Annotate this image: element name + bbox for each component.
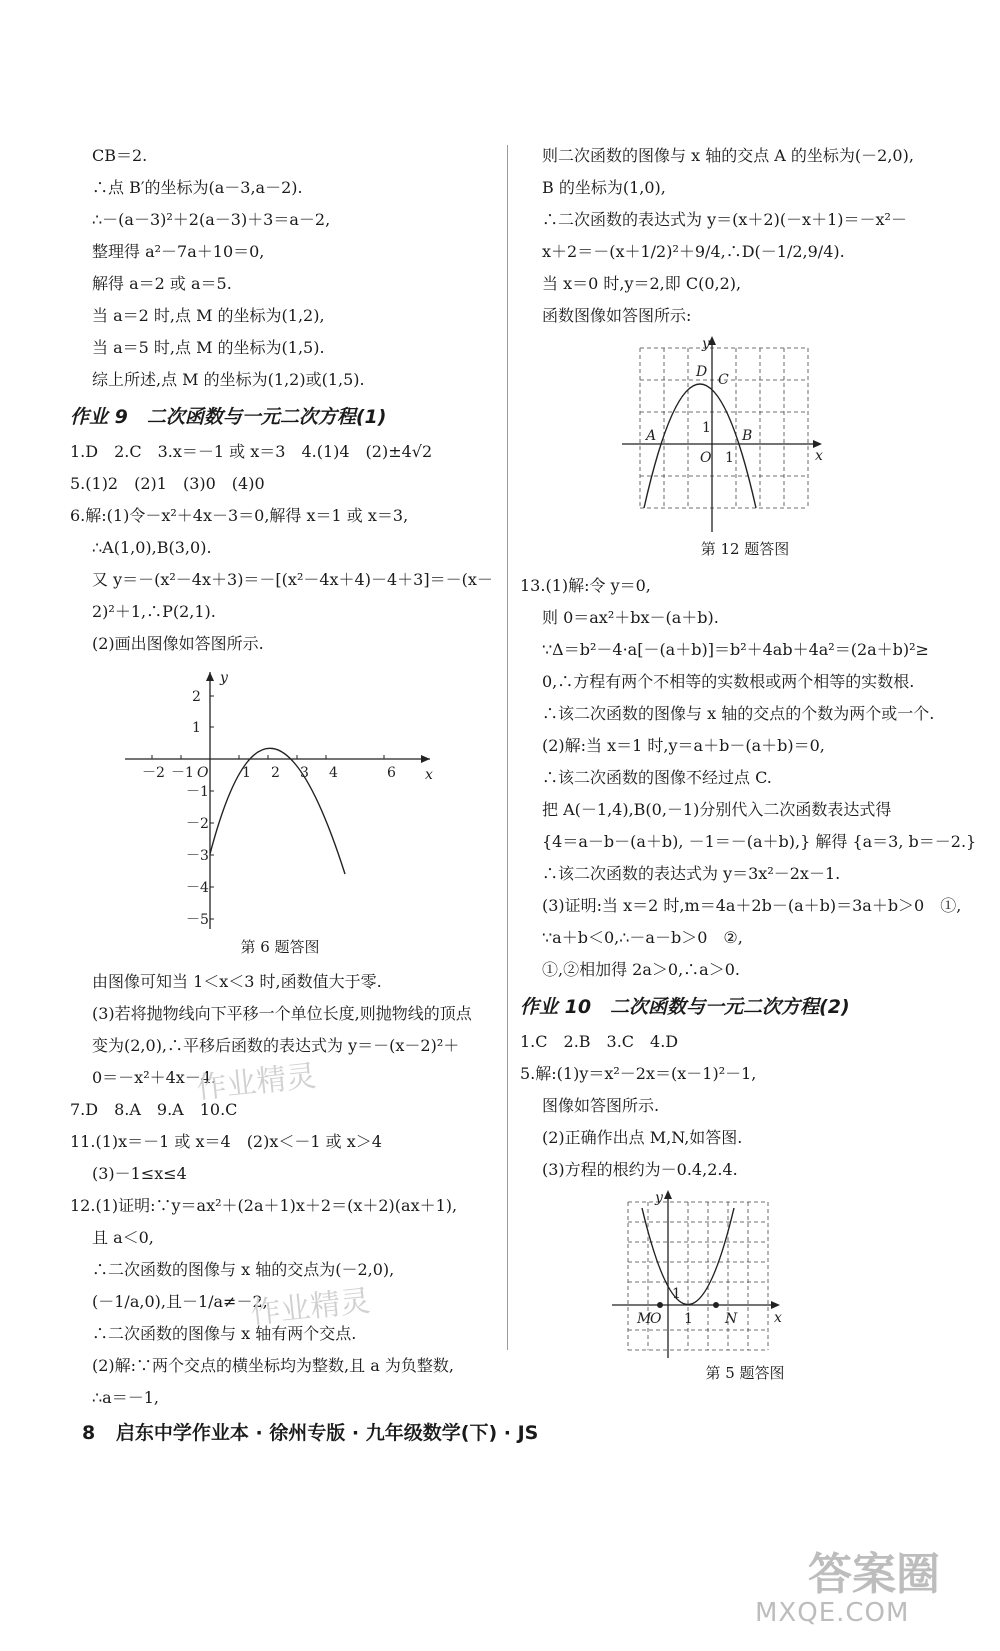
- y-tick: －1: [186, 784, 209, 800]
- x-tick: 2: [271, 765, 280, 781]
- x-tick: －1: [171, 765, 194, 781]
- text-line: 则 0＝ax²＋bx－(a＋b).: [542, 608, 719, 627]
- text-line: ①,②相加得 2a＞0,∴a＞0.: [542, 960, 740, 979]
- x-axis-arrow: [421, 755, 430, 763]
- y-axis-arrow: [664, 1190, 672, 1199]
- watermark-url: MXQE.COM: [755, 1598, 910, 1628]
- text-line: 11.(1)x＝－1 或 x＝4 (2)x＜－1 或 x＞4: [70, 1132, 382, 1151]
- text-line: (3)证明:当 x＝2 时,m＝4a＋2b－(a＋b)＝3a＋b＞0 ①,: [542, 896, 962, 915]
- text-line: 图像如答图所示.: [542, 1096, 660, 1115]
- text-line: B 的坐标为(1,0),: [542, 178, 666, 197]
- text-line: 0＝－x²＋4x－4.: [92, 1068, 217, 1087]
- column-divider: [507, 145, 508, 1350]
- text-line: 1.C 2.B 3.C 4.D: [520, 1032, 679, 1051]
- left-bottom-block: [70, 966, 490, 1414]
- right-mid-block: [520, 570, 977, 986]
- point-label: D: [696, 364, 708, 380]
- text-line: 6.解:(1)令－x²＋4x－3＝0,解得 x＝1 或 x＝3,: [70, 506, 409, 525]
- text-line: ∴－(a－3)²＋2(a－3)＋3＝a－2,: [92, 210, 331, 229]
- text-line: (3)若将抛物线向下平移一个单位长度,则抛物线的顶点: [92, 1004, 472, 1023]
- grid: [628, 1202, 768, 1350]
- text-line: (2)解:∵两个交点的横坐标均为整数,且 a 为负整数,: [92, 1356, 454, 1375]
- text-line: 13.(1)解:令 y＝0,: [520, 576, 651, 595]
- x-axis-arrow: [771, 1301, 780, 1309]
- text-line: ∴点 B′的坐标为(a－3,a－2).: [92, 178, 303, 197]
- text-line: 当 a＝5 时,点 M 的坐标为(1,5).: [92, 338, 325, 357]
- point-label: C: [718, 372, 729, 388]
- y-tick: －5: [186, 912, 209, 928]
- point-label-n: N: [725, 1311, 738, 1327]
- y-tick: －3: [186, 848, 209, 864]
- unit-label: 1: [725, 450, 734, 466]
- parabola-curve: [642, 1208, 734, 1305]
- unit-label: 1: [684, 1311, 693, 1327]
- parabola-curve: [644, 384, 756, 508]
- text-line: 则二次函数的图像与 x 轴的交点 A 的坐标为(－2,0),: [542, 146, 914, 165]
- point-n-marker: [713, 1302, 719, 1308]
- y-tick: 1: [192, 720, 201, 736]
- x-tick: 6: [387, 765, 396, 781]
- text-line: 当 x＝0 时,y＝2,即 C(0,2),: [542, 274, 742, 293]
- point-label: A: [646, 428, 657, 444]
- text-line: ∴该二次函数的表达式为 y＝3x²－2x－1.: [542, 864, 841, 883]
- left-mid-block: [70, 436, 493, 660]
- section-title-10: 作业 10 二次函数与一元二次方程(2): [520, 996, 850, 1018]
- text-line: 2)²＋1,∴P(2,1).: [92, 602, 216, 621]
- right-top-block: [520, 140, 970, 332]
- x-axis-arrow: [813, 440, 822, 448]
- text-line: ∴a＝－1,: [92, 1388, 159, 1407]
- page-footer: [82, 1418, 538, 1445]
- text-line: (3)－1≤x≤4: [92, 1164, 187, 1183]
- text-line: 7.D 8.A 9.A 10.C: [70, 1100, 238, 1119]
- x-axis-label: x: [815, 448, 823, 464]
- origin-label: O: [650, 1311, 662, 1327]
- text-line: 又 y＝－(x²－4x＋3)＝－[(x²－4x＋4)－4＋3]＝－(x－: [92, 570, 493, 589]
- text-line: ∵a＋b＜0,∴－a－b＞0 ②,: [542, 928, 743, 947]
- text-line: 且 a＜0,: [92, 1228, 154, 1247]
- text-line: 变为(2,0),∴平移后函数的表达式为 y＝－(x－2)²＋: [92, 1036, 460, 1055]
- watermark-logo: 答案圈: [808, 1549, 940, 1600]
- text-line: (2)解:当 x＝1 时,y＝a＋b－(a＋b)＝0,: [542, 736, 825, 755]
- text-line: (3)方程的根约为－0.4,2.4.: [542, 1160, 738, 1179]
- text-line: 0,∴方程有两个不相等的实数根或两个相等的实数根.: [542, 672, 915, 691]
- text-line: 当 a＝2 时,点 M 的坐标为(1,2),: [92, 306, 325, 325]
- left-top-block: [70, 140, 490, 396]
- text-line: 12.(1)证明:∵y＝ax²＋(2a＋1)x＋2＝(x＋2)(ax＋1),: [70, 1196, 458, 1215]
- watermark: 作业精灵: [194, 1058, 318, 1107]
- text-line: 解得 a＝2 或 a＝5.: [92, 274, 232, 293]
- text-line: 5.(1)2 (2)1 (3)0 (4)0: [70, 474, 265, 493]
- y-tick: －2: [186, 816, 209, 832]
- unit-label: 1: [672, 1286, 681, 1302]
- text-line: 整理得 a²－7a＋10＝0,: [92, 242, 265, 261]
- text-line: CB＝2.: [92, 146, 148, 165]
- text-line: ∴该二次函数的图像与 x 轴的交点的个数为两个或一个.: [542, 704, 935, 723]
- origin-label: O: [700, 450, 712, 466]
- text-line: ∴该二次函数的图像不经过点 C.: [542, 768, 772, 787]
- unit-label: 1: [702, 420, 711, 436]
- text-line: 综上所述,点 M 的坐标为(1,2)或(1,5).: [92, 370, 365, 389]
- text-line: (－1/a,0),且－1/a≠－2,: [92, 1292, 268, 1311]
- right-column: [520, 140, 977, 1386]
- point-label-m: M: [637, 1311, 652, 1327]
- page-number: 8: [82, 1422, 96, 1444]
- text-line: 1.D 2.C 3.x＝－1 或 x＝3 4.(1)4 (2)±4√2: [70, 442, 433, 461]
- text-line: ∴二次函数的表达式为 y＝(x＋2)(－x＋1)＝－x²－: [542, 210, 907, 229]
- x-tick: 4: [329, 765, 338, 781]
- x-tick: 1: [242, 765, 251, 781]
- figure-12-caption: 第 12 题答图: [700, 540, 790, 558]
- origin-label: O: [197, 765, 209, 781]
- point-label: B: [742, 428, 753, 444]
- watermark: 作业精灵: [248, 1283, 372, 1332]
- x-tick: －2: [142, 765, 165, 781]
- y-axis-arrow: [206, 672, 214, 681]
- text-line: 由图像可知当 1＜x＜3 时,函数值大于零.: [92, 972, 382, 991]
- text-line: 5.解:(1)y＝x²－2x＝(x－1)²－1,: [520, 1064, 757, 1083]
- text-line: x＋2＝－(x＋1/2)²＋9/4,∴D(－1/2,9/4).: [542, 242, 845, 261]
- text-line: (2)正确作出点 M,N,如答图.: [542, 1128, 743, 1147]
- text-line: ∴二次函数的图像与 x 轴的交点为(－2,0),: [92, 1260, 395, 1279]
- y-axis-label: y: [220, 670, 228, 686]
- right-bottom-block: [520, 1026, 970, 1186]
- figure-12-graph: [520, 336, 970, 536]
- y-tick: 2: [192, 689, 201, 705]
- text-line: ∴二次函数的图像与 x 轴有两个交点.: [92, 1324, 357, 1343]
- figure-6-caption: 第 6 题答图: [240, 938, 320, 956]
- section-title-9: 作业 9 二次函数与一元二次方程(1): [70, 406, 387, 428]
- y-axis-label: y: [702, 336, 710, 352]
- x-tick: 3: [300, 765, 309, 781]
- book-title: 启东中学作业本 · 徐州专版 · 九年级数学(下) · JS: [115, 1422, 539, 1444]
- text-line: 函数图像如答图所示:: [542, 306, 692, 325]
- text-line: ∴A(1,0),B(3,0).: [92, 538, 212, 557]
- y-axis-label: y: [655, 1190, 663, 1206]
- figure-5-graph: [520, 1190, 970, 1360]
- x-axis-label: x: [774, 1310, 782, 1326]
- y-tick: －4: [186, 880, 209, 896]
- text-line: (2)画出图像如答图所示.: [92, 634, 264, 653]
- figure-6-graph: [70, 664, 490, 934]
- left-column: [70, 140, 493, 1414]
- x-axis-label: x: [425, 767, 433, 783]
- text-line: 把 A(－1,4),B(0,－1)分别代入二次函数表达式得: [542, 800, 892, 819]
- text-line: {4＝a－b－(a＋b), －1＝－(a＋b),} 解得 {a＝3, b＝－2.}: [542, 832, 977, 851]
- text-line: ∵Δ＝b²－4·a[－(a＋b)]＝b²＋4ab＋4a²＝(2a＋b)²≥: [542, 640, 929, 659]
- figure-5-caption: 第 5 题答图: [705, 1364, 785, 1382]
- point-m-marker: [657, 1302, 663, 1308]
